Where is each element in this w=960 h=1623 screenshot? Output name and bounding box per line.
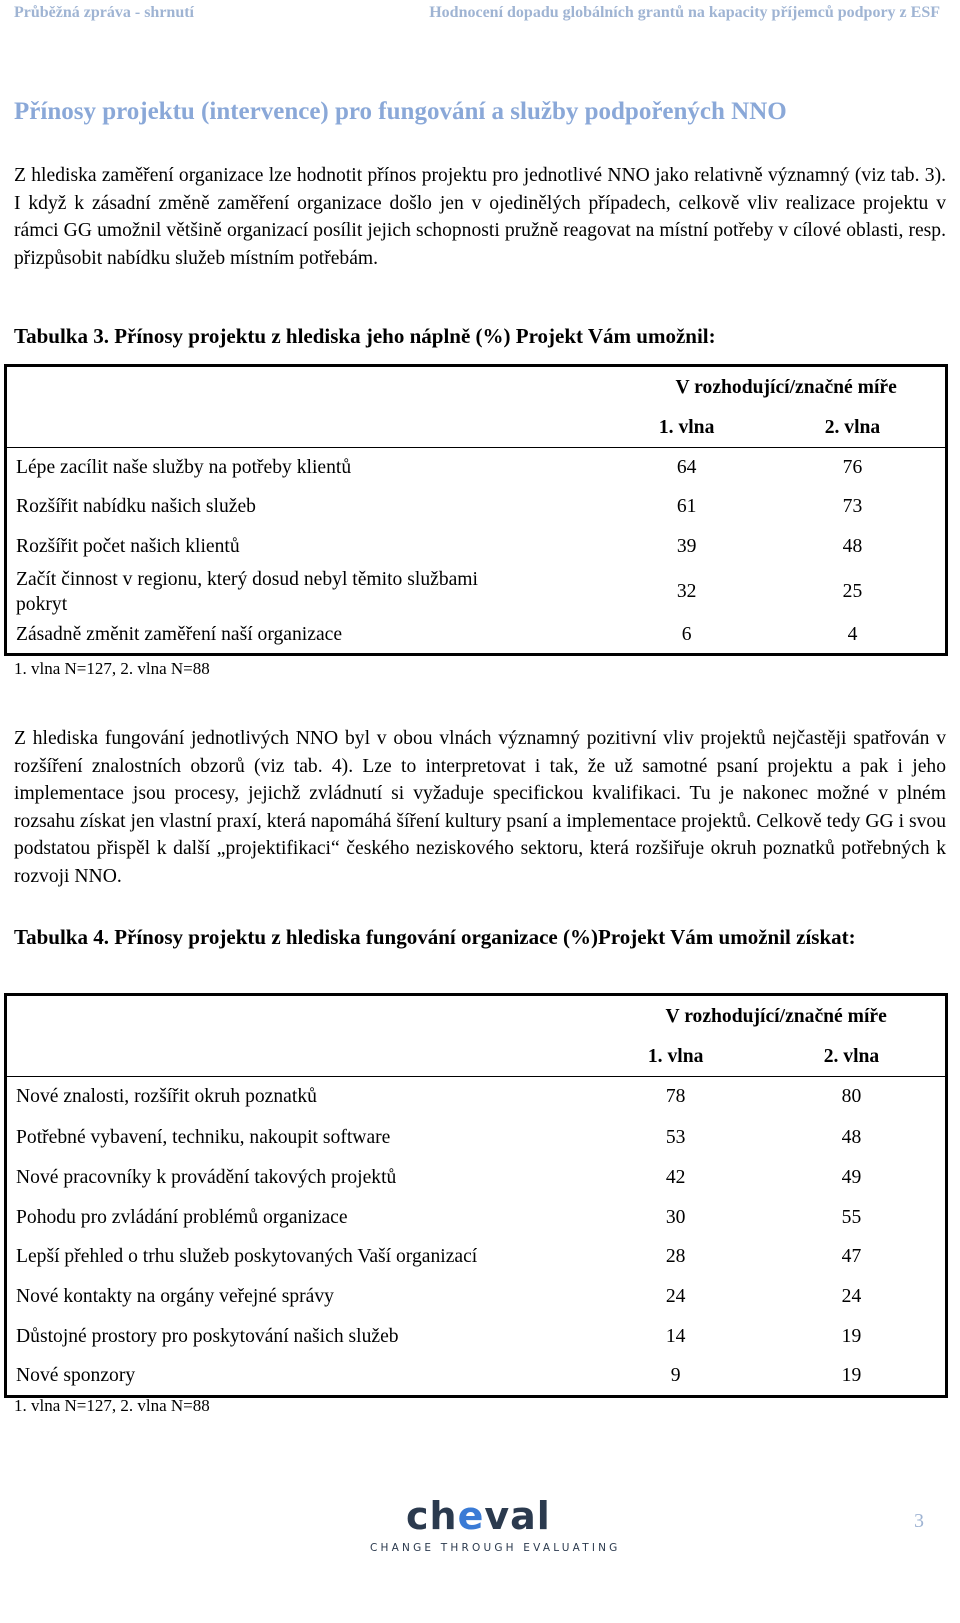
table-4 <box>4 993 948 1398</box>
row-value-wave2: 19 <box>841 1364 862 1386</box>
row-value-wave1: 53 <box>665 1126 686 1148</box>
table-row <box>6 1357 947 1397</box>
table-row <box>6 1317 947 1357</box>
row-value-wave2: 55 <box>841 1206 862 1228</box>
table-row <box>6 1198 947 1238</box>
cheval-logo <box>362 1488 621 1618</box>
row-label: Potřebné vybavení, techniku, nakoupit software <box>16 1126 391 1148</box>
row-value-wave2: 4 <box>847 623 858 645</box>
row-label: Nové kontakty na orgány veřejné správy <box>16 1285 334 1307</box>
row-value-wave2: 47 <box>841 1246 862 1267</box>
row-label: Nové znalosti, rozšířit okruh poznatků <box>16 1086 317 1108</box>
table-4-note: 1. vlna N=127, 2. vlna N=88 <box>14 1396 210 1415</box>
row-value-wave1: 24 <box>665 1285 686 1307</box>
table-4-col2-header: 2. vlna <box>758 1038 947 1077</box>
table-row <box>6 448 947 488</box>
row-value-wave1: 64 <box>676 456 697 478</box>
row-value-wave2: 24 <box>841 1285 862 1307</box>
table-3-group-header: V rozhodující/značné míře <box>675 377 897 398</box>
row-value-wave2: 80 <box>841 1086 862 1108</box>
table-3-group-header-row <box>6 366 947 410</box>
table-row <box>6 488 947 527</box>
row-label: Lépe zacílit naše služby na potřeby klientů <box>16 456 352 478</box>
row-value-wave1: 30 <box>665 1206 686 1228</box>
logo-wordmark: cheval <box>406 1494 551 1538</box>
row-value-wave2: 19 <box>841 1325 862 1347</box>
table-4-col-header-row <box>6 1038 947 1077</box>
row-label: Nové sponzory <box>16 1364 136 1386</box>
section-title: Přínosy projektu (intervence) pro fungování a služby podpořených NNO <box>14 98 787 125</box>
logo-tagline: CHANGE THROUGH EVALUATING <box>370 1542 621 1554</box>
table-row <box>6 527 947 567</box>
table-4-caption: Tabulka 4. Přínosy projektu z hlediska fungování organizace (%)Projekt Vám umožnil získat: <box>14 925 856 949</box>
table-3-col2-header: 2. vlna <box>760 409 947 448</box>
row-value-wave2: 76 <box>842 456 863 478</box>
row-value-wave1: 42 <box>665 1166 686 1188</box>
table-row <box>6 567 947 617</box>
row-label: Pohodu pro zvládání problémů organizace <box>16 1206 348 1228</box>
table-row <box>6 617 947 655</box>
row-value-wave1: 14 <box>665 1325 686 1347</box>
row-label: Rozšířit nabídku našich služeb <box>16 496 256 517</box>
row-value-wave1: 6 <box>681 623 692 645</box>
row-label: Důstojné prostory pro poskytování našich služeb <box>16 1325 399 1347</box>
table-3-caption: Tabulka 3. Přínosy projektu z hlediska jeho náplně (%) Projekt Vám umožnil: <box>14 324 716 348</box>
table-4-col1-header: 1. vlna <box>593 1038 758 1077</box>
page-header <box>0 0 960 30</box>
header-right-title: Hodnocení dopadu globálních grantů na kapacity příjemců podpory z ESF <box>429 4 940 21</box>
row-value-wave1: 61 <box>676 496 697 517</box>
row-value-wave2: 48 <box>841 1126 862 1148</box>
row-label: Začít činnost v regionu, který dosud nebyl těmito službami pokryt <box>16 568 478 615</box>
row-value-wave2: 73 <box>842 496 863 517</box>
table-3-col-header-row <box>6 409 947 448</box>
paragraph-1: Z hlediska zaměření organizace lze hodnotit přínos projektu pro jednotlivé NNO jako relativně významný (viz tab. 3). I když k zásadní změně zaměření organizace došlo jen v ojedinělých případech, celkově vliv realizace projektu v rámci GG umožnil většině organizací posílit jejich schopnosti pružně reagovat na místní potřeby v cílové oblasti, resp. přizpůsobit nabídku služeb místním potřebám. <box>14 165 946 269</box>
row-value-wave1: 39 <box>676 535 697 557</box>
row-label: Lepší přehled o trhu služeb poskytovaných Vaší organizací <box>16 1246 478 1267</box>
row-value-wave1: 78 <box>665 1086 686 1108</box>
table-4-group-header-row <box>6 995 947 1039</box>
table-3-note: 1. vlna N=127, 2. vlna N=88 <box>14 659 210 678</box>
row-value-wave1: 32 <box>676 580 697 602</box>
row-value-wave2: 25 <box>842 580 863 602</box>
paragraph-2: Z hlediska fungování jednotlivých NNO byl v obou vlnách významný pozitivní vliv projektů nejčastěji spatřován v rozšíření znalostních obzorů (viz tab. 4). Lze to interpretovat i tak, že už samotné psaní projektu a pak i jeho implementace jsou procesy, jejichž zvládnutí si vyžaduje specifickou kvalifikaci. Tu je nakonec možné v plném rozsahu získat jen vlastní praxí, která napomáhá šíření kultury psaní a implementace projektů. Celkově tedy GG i svou podstatou přispěl k další „projektifikaci“ českého neziskového sektoru, která rozšiřuje okruh poznatků potřebných k rozvoji NNO. <box>14 728 946 887</box>
row-label: Rozšířit počet našich klientů <box>16 535 240 557</box>
row-label: Nové pracovníky k provádění takových projektů <box>16 1166 397 1188</box>
table-row <box>6 1118 947 1158</box>
page-number: 3 <box>914 1510 924 1532</box>
row-value-wave2: 48 <box>842 535 863 557</box>
row-label: Zásadně změnit zaměření naší organizace <box>16 623 343 645</box>
table-row <box>6 1077 947 1118</box>
header-left-title: Průběžná zpráva - shrnutí <box>14 4 194 21</box>
table-row <box>6 1277 947 1317</box>
row-value-wave1: 9 <box>670 1364 681 1386</box>
table-3-col1-header: 1. vlna <box>613 409 760 448</box>
table-row <box>6 1238 947 1277</box>
table-4-group-header: V rozhodující/značné míře <box>665 1006 887 1027</box>
table-3 <box>4 364 948 656</box>
row-value-wave2: 49 <box>841 1166 862 1188</box>
row-value-wave1: 28 <box>665 1246 686 1267</box>
table-row <box>6 1158 947 1198</box>
